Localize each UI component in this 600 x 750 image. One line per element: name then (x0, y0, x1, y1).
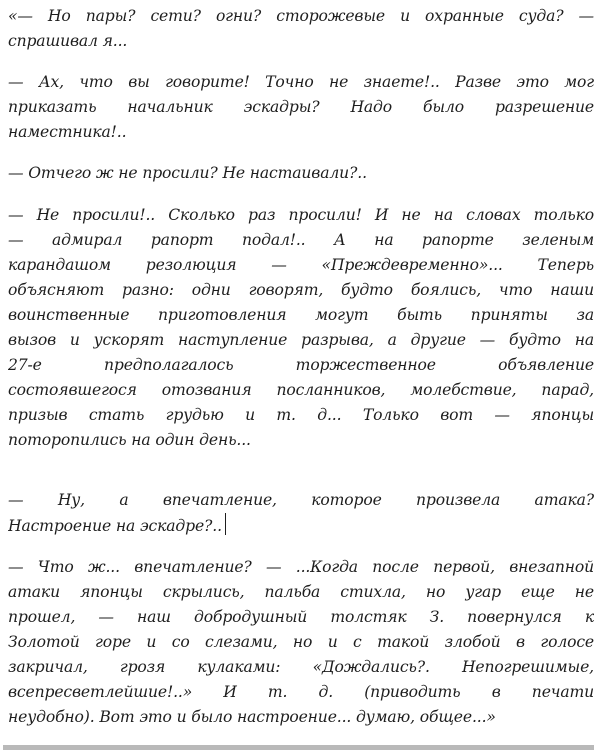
text-line: закричал, грозя кулаками: «Дождались?. Непогрешимые, (8, 658, 594, 676)
text-line: всепресветлейшие!..» И т. д. (приводить в печати (8, 683, 594, 701)
text-line: призыв стать грудью и т. д... Только вот — японцы (8, 406, 594, 424)
text-line: — Ну, а впечатление, которое произвела атака? (8, 491, 594, 509)
paragraph-2 (8, 70, 594, 145)
text-line: — Отчего ж не просили? Не настаивали?.. (8, 164, 367, 182)
text-line: неудобно). Вот это и было настроение... думаю, общее...» (8, 708, 496, 726)
paragraph-3 (8, 161, 594, 186)
text-line: — Ах, что вы говорите! Точно не знаете!.. Разве это мог (8, 73, 594, 91)
document-page (3, 0, 594, 750)
text-line: приказать начальник эскадры? Надо было разрешение (8, 98, 594, 116)
text-line: — Что ж... впечатление? — ...Когда после первой, внезапной (8, 558, 594, 576)
text-line: объясняют разно: одни говорят, будто боялись, что наши (8, 281, 594, 299)
text-line: — Не просили!.. Сколько раз просили! И не на словах только (8, 206, 594, 224)
text-line: — адмирал рапорт подал!.. А на рапорте зеленым (8, 231, 594, 249)
bottom-divider (3, 745, 594, 750)
text-line: карандашом резолюция — «Преждевременно»... Теперь (8, 256, 594, 274)
text-line-with-cursor (8, 513, 594, 538)
paragraph-6 (8, 555, 594, 730)
text-cursor (225, 513, 226, 535)
text-line: «— Но пары? сети? огни? сторожевые и охранные суда? — (8, 7, 594, 25)
paragraph-4 (8, 203, 594, 453)
text-line: Настроение на эскадре?.. (8, 517, 222, 535)
paragraph-5 (8, 488, 594, 538)
text-line: спрашивал я... (8, 32, 128, 50)
text-line: наместника!.. (8, 123, 127, 141)
text-line: вызов и ускорят наступление разрыва, а другие — будто на (8, 331, 594, 349)
text-line: поторопились на один день... (8, 431, 251, 449)
paragraph-1 (8, 4, 594, 54)
text-line: воинственные приготовления могут быть приняты за (8, 306, 594, 324)
text-line: Золотой горе и со слезами, но и с такой злобой в голосе (8, 633, 594, 651)
text-line: состоявшегося отозвания посланников, молебствие, парад, (8, 381, 594, 399)
text-line: 27-е предполагалось торжественное объявление (8, 356, 594, 374)
text-line: прошел, — наш добродушный толстяк З. повернулся к (8, 608, 594, 626)
text-line: атаки японцы скрылись, пальба стихла, но угар еще не (8, 583, 594, 601)
